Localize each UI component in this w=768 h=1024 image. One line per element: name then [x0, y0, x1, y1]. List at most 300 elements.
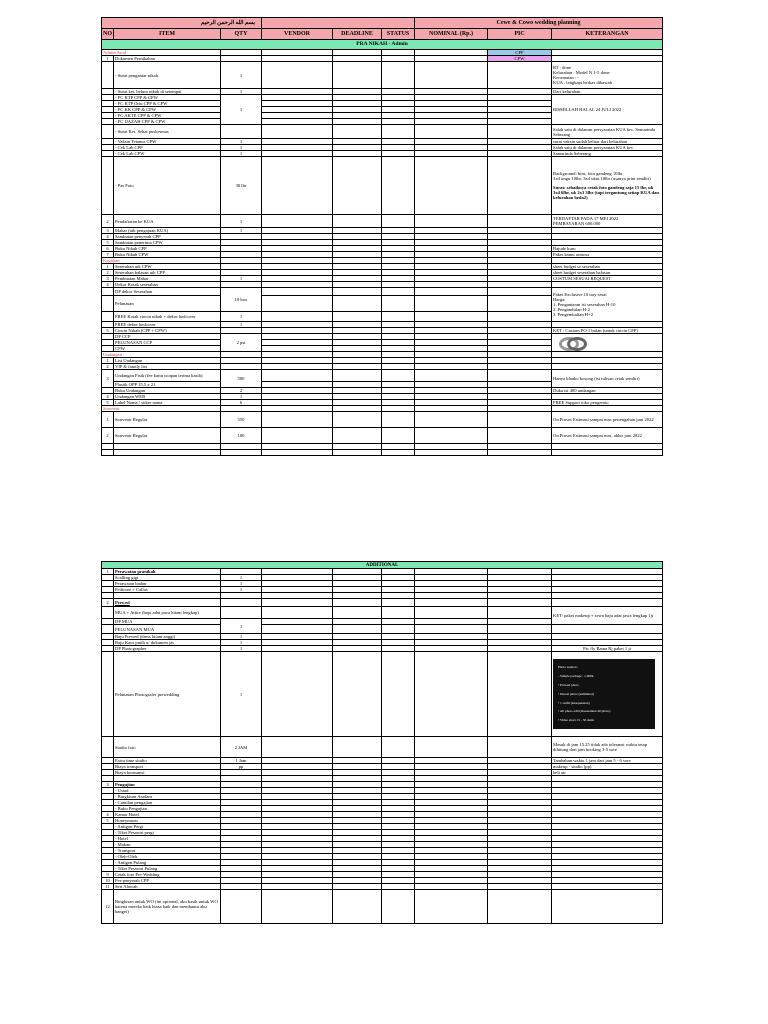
empty-cell[interactable]: [382, 288, 415, 296]
empty-cell[interactable]: [102, 652, 114, 737]
pic-badge: CPP: [488, 50, 552, 56]
empty-cell[interactable]: [415, 428, 488, 444]
table-cell[interactable]: surat vaksin sudah keluar dari kelurahan: [552, 139, 663, 145]
empty-cell[interactable]: [488, 296, 552, 312]
table-cell[interactable]: 6: [221, 400, 262, 406]
table-cell[interactable]: - FC AKTE CPP & CPW: [114, 113, 221, 119]
table-cell[interactable]: 1: [221, 619, 262, 634]
table-row[interactable]: [102, 607, 663, 619]
table-cell[interactable]: Seserahan utk CPW: [114, 264, 221, 270]
table-cell[interactable]: - FC KTP CPP & CPW: [114, 95, 221, 101]
table-cell[interactable]: - Buku Pengajian: [114, 806, 221, 812]
empty-cell[interactable]: [262, 412, 333, 428]
empty-cell[interactable]: [102, 312, 114, 322]
table-cell[interactable]: Perawatan pranikah: [114, 569, 221, 575]
table-cell[interactable]: - Surat ket. belum nikah di setempat: [114, 89, 221, 95]
table-cell[interactable]: 1 Jam: [221, 758, 262, 764]
table-cell[interactable]: On Proses Estimasi sampai mas pertengahan juni 2022: [552, 412, 663, 428]
empty-cell[interactable]: [415, 412, 488, 428]
table-cell[interactable]: Biaya transport: [114, 764, 221, 770]
table-cell[interactable]: - Ustad: [114, 788, 221, 794]
table-cell[interactable]: - Antigon Pergi: [114, 824, 221, 830]
section-header: [102, 40, 663, 50]
empty-cell[interactable]: [262, 370, 333, 382]
table-cell[interactable]: Paket Exclusive 10 tray sesai Harga: 1. Pengantaran isi seserahan H-10 2. Pengambilan H-2 3. Pengembalian H+2: [552, 288, 663, 322]
empty-cell[interactable]: [262, 607, 333, 619]
empty-cell[interactable]: [333, 428, 382, 444]
empty-cell[interactable]: [552, 890, 663, 924]
empty-cell[interactable]: [333, 450, 382, 456]
empty-cell[interactable]: [102, 625, 114, 634]
empty-cell[interactable]: [333, 737, 382, 758]
table-cell[interactable]: 5: [102, 400, 114, 406]
empty-cell[interactable]: [382, 599, 415, 607]
empty-cell[interactable]: [382, 890, 415, 924]
table-row[interactable]: [102, 599, 663, 607]
empty-cell[interactable]: [262, 450, 333, 456]
table-row[interactable]: [102, 125, 663, 139]
table-cell[interactable]: 7: [102, 252, 114, 258]
table-row[interactable]: [102, 370, 663, 382]
table-cell[interactable]: - Vaksin Tetanus CPW: [114, 139, 221, 145]
table-cell[interactable]: Sambutan penerima CPW: [114, 240, 221, 246]
empty-cell[interactable]: [415, 599, 488, 607]
table-cell[interactable]: Salah satu di dalamm persyaratan KUA kec. Semarinda Seberang: [552, 125, 663, 139]
table-cell[interactable]: Baju Kaos putih u/ dokumen jas: [114, 640, 221, 646]
table-cell[interactable]: KET : Custom PO 1 bulan (untuk cincin CPP): [552, 328, 663, 334]
table-cell[interactable]: Biaya konsumsi: [114, 770, 221, 776]
empty-cell[interactable]: [488, 125, 552, 139]
empty-cell[interactable]: [333, 296, 382, 312]
table-cell[interactable]: pp: [221, 764, 262, 770]
empty-cell[interactable]: [333, 157, 382, 215]
table-cell[interactable]: Seri Alawah: [114, 884, 221, 890]
table-cell[interactable]: 1: [102, 569, 114, 575]
table-cell[interactable]: - Cek Lab CPW: [114, 151, 221, 157]
table-cell[interactable]: 550: [221, 412, 262, 428]
table-cell[interactable]: - Cek Lab CPP: [114, 145, 221, 151]
table-cell[interactable]: 1: [221, 322, 262, 328]
table-cell[interactable]: Cincin Nikah (CPP + CPW): [114, 328, 221, 334]
table-cell[interactable]: - Antigen Pulang: [114, 860, 221, 866]
empty-cell[interactable]: [382, 157, 415, 215]
table-cell[interactable]: - Pas Foto: [114, 157, 221, 215]
empty-cell[interactable]: [382, 296, 415, 312]
table-cell[interactable]: RT : done Kelurahan : Model N 1-5 done Kecamatan : - KUA : lengkapi berkas dibawah: [552, 62, 663, 89]
empty-cell[interactable]: [382, 370, 415, 382]
empty-cell[interactable]: [262, 312, 333, 322]
table-cell[interactable]: Pengajian: [114, 782, 221, 788]
table-cell[interactable]: Label Nama / stiker nama: [114, 400, 221, 406]
table-cell[interactable]: KET: paket makeup + sewa baju adat jawa lengkap 1jt: [552, 607, 663, 625]
table-cell[interactable]: Kamar Hotel: [114, 812, 221, 818]
table-cell[interactable]: On Proses Estimasi sampai mas. akhir juni 2022: [552, 428, 663, 444]
table-cell[interactable]: Paket kamu sentosa: [552, 252, 663, 258]
table-cell[interactable]: 1: [221, 652, 262, 737]
table-cell[interactable]: Fee penyerah CPP: [114, 878, 221, 884]
table-cell[interactable]: 1: [221, 228, 262, 234]
table-cell[interactable]: Pelunasan Photografer prewedding: [114, 652, 221, 737]
bismillah: بسم الله الرحمن الرحيم: [102, 18, 262, 29]
table-cell[interactable]: 1: [221, 89, 262, 95]
table-cell[interactable]: Duka isi 400 undangan: [552, 388, 663, 394]
empty-cell[interactable]: [382, 625, 415, 634]
empty-cell[interactable]: [102, 125, 114, 139]
empty-cell[interactable]: [488, 607, 552, 619]
empty-cell[interactable]: [488, 157, 552, 215]
table-cell[interactable]: Masuk di jam 15.25 tidak ada toleransi waktu tetap dihitung dari jam booking 3-5 sore: [552, 737, 663, 758]
table-cell[interactable]: FREE Support toko pengerato: [552, 400, 663, 406]
table-row[interactable]: [102, 428, 663, 444]
table-cell[interactable]: Pelunasan: [114, 296, 221, 312]
table-cell[interactable]: Buku Nikah CPP: [114, 246, 221, 252]
table-cell[interactable]: Plastik OPP 15,5 x 21: [114, 382, 221, 388]
table-cell[interactable]: Seserahan balasan utk CPP: [114, 270, 221, 276]
table-cell[interactable]: - Makan: [114, 842, 221, 848]
table-cell[interactable]: sheet budget seserahan balasan: [552, 270, 663, 276]
empty-cell[interactable]: [333, 599, 382, 607]
empty-cell[interactable]: [382, 215, 415, 228]
empty-cell[interactable]: [415, 215, 488, 228]
table-cell[interactable]: 2 psi: [221, 334, 262, 352]
empty-cell[interactable]: [262, 296, 333, 312]
additional-sheet: [101, 561, 662, 924]
empty-cell[interactable]: [415, 890, 488, 924]
table-cell[interactable]: DP dekor Seserahan: [114, 288, 221, 296]
ring-photo-cell: [552, 334, 663, 352]
table-cell[interactable]: Dari kelurahan: [552, 89, 663, 95]
empty-cell[interactable]: [262, 625, 333, 634]
empty-cell[interactable]: [415, 737, 488, 758]
table-cell[interactable]: Mahar (utk pengajuan KUA): [114, 228, 221, 234]
table-cell[interactable]: 1: [221, 151, 262, 157]
empty-cell[interactable]: [382, 125, 415, 139]
table-cell[interactable]: MUA + Attire (baju adat jawa hitam lengkap): [114, 607, 221, 619]
table-row[interactable]: [102, 652, 663, 737]
table-cell[interactable]: 9: [102, 872, 114, 878]
table-cell[interactable]: Pembuatan Mahar: [114, 276, 221, 282]
empty-cell[interactable]: [262, 157, 333, 215]
empty-cell[interactable]: [415, 450, 488, 456]
table-cell[interactable]: 30 lbr: [221, 157, 262, 215]
empty-cell[interactable]: [114, 450, 221, 456]
table-cell[interactable]: - Surat pengantar nikah: [114, 62, 221, 89]
empty-cell[interactable]: [102, 296, 114, 312]
table-cell[interactable]: Souvenir Regular: [114, 412, 221, 428]
empty-cell[interactable]: [488, 215, 552, 228]
table-cell[interactable]: Salah satu di dalamm persyaratan KUA kec.: [552, 145, 663, 151]
empty-cell[interactable]: [382, 450, 415, 456]
empty-cell[interactable]: [415, 625, 488, 634]
table-cell[interactable]: 3: [102, 370, 114, 388]
table-cell[interactable]: 2 JAM: [221, 737, 262, 758]
table-cell[interactable]: 1: [221, 581, 262, 587]
table-cell[interactable]: Studio foto: [114, 737, 221, 758]
table-cell[interactable]: 1: [221, 62, 262, 89]
empty-cell[interactable]: [262, 890, 333, 924]
table-cell[interactable]: 10: [102, 878, 114, 884]
table-cell[interactable]: 1: [221, 95, 262, 125]
col-vendor: VENDOR: [262, 29, 333, 40]
table-cell[interactable]: 1: [221, 575, 262, 581]
empty-cell[interactable]: [488, 890, 552, 924]
table-cell[interactable]: BISMILLAH HALAL 24 JULI 2022: [552, 95, 663, 125]
table-cell[interactable]: 1: [102, 56, 114, 62]
empty-cell[interactable]: [333, 607, 382, 619]
table-row[interactable]: [102, 62, 663, 89]
empty-cell[interactable]: [382, 737, 415, 758]
category-label: Undangan: [102, 352, 221, 358]
additional-table: [101, 561, 663, 924]
table-cell[interactable]: Bingkisan untuk WO (ini optional, aku kasih untuk WO karena mereka baik biasa baik dan membantu aku banget): [114, 890, 221, 924]
table-row[interactable]: [102, 412, 663, 428]
empty-cell[interactable]: Background: biru, foto gandeng 10lbr 3x4 ungu 10lbr, 3x4 ukiu 10lbr (usanya print sendiri) Surat: sebaiknya cetak foto gandeng saja 15 lbr, uk 3x4 6lbr, uk 2x3 3lbr (tapi tergantung setiap KUA dan kelurahan beda2): [552, 157, 663, 215]
table-cell[interactable]: 2: [221, 388, 262, 394]
empty-cell[interactable]: [488, 652, 552, 737]
table-cell[interactable]: Tambahan waktu 1 jam dari jam 5 - 6 sore: [552, 758, 663, 764]
table-cell[interactable]: 4: [102, 812, 114, 818]
table-cell[interactable]: 4: [102, 394, 114, 400]
table-cell[interactable]: 2: [102, 270, 114, 276]
table-cell[interactable]: Buku Nikah CPW: [114, 252, 221, 258]
empty-cell[interactable]: [382, 652, 415, 737]
empty-cell[interactable]: [552, 599, 663, 607]
table-cell[interactable]: 5: [102, 240, 114, 246]
table-row[interactable]: [102, 450, 663, 456]
empty-cell[interactable]: [415, 652, 488, 737]
table-cell[interactable]: 4: [102, 234, 114, 240]
table-row[interactable]: [102, 737, 663, 758]
table-row[interactable]: [102, 288, 663, 296]
table-cell[interactable]: 1: [221, 276, 262, 282]
empty-cell[interactable]: [262, 288, 333, 296]
table-cell[interactable]: CPW: [114, 346, 221, 352]
table-cell[interactable]: sheet budget ut seserahan: [552, 264, 663, 270]
table-cell[interactable]: 5: [102, 328, 114, 334]
table-cell[interactable]: - Hotel: [114, 836, 221, 842]
empty-cell[interactable]: [221, 890, 262, 924]
table-cell[interactable]: 12: [102, 890, 114, 924]
table-row[interactable]: [102, 890, 663, 924]
empty-cell[interactable]: [221, 599, 262, 607]
empty-cell[interactable]: [382, 312, 415, 322]
table-cell[interactable]: 1: [221, 587, 262, 593]
table-cell[interactable]: DP MUA: [114, 619, 221, 625]
col-no: NO: [102, 29, 114, 40]
empty-cell[interactable]: [262, 18, 415, 29]
empty-cell[interactable]: [333, 412, 382, 428]
table-cell[interactable]: Pic fly Ratna Rj paket 1 jt: [552, 646, 663, 652]
table-cell[interactable]: Buku Undangan: [114, 388, 221, 394]
wedding-ring-image: [553, 335, 587, 349]
empty-cell[interactable]: [415, 125, 488, 139]
empty-cell[interactable]: [333, 125, 382, 139]
empty-cell[interactable]: [102, 737, 114, 758]
empty-cell[interactable]: [488, 288, 552, 296]
table-cell[interactable]: Cetak foto Pre-Wedding: [114, 872, 221, 878]
empty-cell[interactable]: [488, 428, 552, 444]
empty-cell[interactable]: [262, 125, 333, 139]
empty-cell[interactable]: [333, 652, 382, 737]
table-cell[interactable]: makeup - studio (pp): [552, 764, 663, 770]
empty-cell[interactable]: [262, 652, 333, 737]
table-cell[interactable]: List Undangan: [114, 358, 221, 364]
table-cell[interactable]: - Camilan pengajian: [114, 800, 221, 806]
table-cell[interactable]: 2: [102, 428, 114, 444]
empty-cell[interactable]: [382, 428, 415, 444]
table-cell[interactable]: PELUNASAN MUA: [114, 625, 221, 634]
table-cell[interactable]: Samarinda Seberang: [552, 151, 663, 157]
empty-cell[interactable]: [415, 370, 488, 382]
table-cell[interactable]: 3: [102, 276, 114, 282]
empty-cell[interactable]: [102, 157, 114, 215]
table-cell[interactable]: Sambutan penyerah CPP: [114, 234, 221, 240]
empty-cell[interactable]: [488, 625, 552, 634]
empty-cell[interactable]: [488, 370, 552, 382]
table-cell[interactable]: Baju Prewed (dress hitam anggi): [114, 634, 221, 640]
empty-cell[interactable]: [262, 62, 333, 89]
empty-cell[interactable]: [552, 450, 663, 456]
table-cell[interactable]: DP CCP: [114, 334, 221, 340]
empty-cell[interactable]: [488, 599, 552, 607]
table-cell[interactable]: Undangan WEB: [114, 394, 221, 400]
table-cell[interactable]: FREE dekor bedcover: [114, 322, 221, 328]
empty-cell[interactable]: [488, 737, 552, 758]
empty-cell[interactable]: [488, 312, 552, 322]
table-cell[interactable]: Honeymoon: [114, 818, 221, 824]
table-cell[interactable]: 6: [102, 246, 114, 252]
table-cell[interactable]: Dekor Kotak seserahan: [114, 282, 221, 288]
table-cell[interactable]: - Surat Ket. Sehat puskesmas: [114, 125, 221, 139]
table-cell[interactable]: Pedicure + Callus: [114, 587, 221, 593]
table-cell[interactable]: beli air: [552, 770, 663, 776]
table-cell[interactable]: Bajude kuru: [552, 246, 663, 252]
empty-cell[interactable]: [382, 62, 415, 89]
table-cell[interactable]: 5: [102, 818, 114, 824]
table-cell[interactable]: 1: [221, 215, 262, 228]
col-item: ITEM: [114, 29, 221, 40]
table-cell[interactable]: Perawatan badan: [114, 581, 221, 587]
table-row[interactable]: [102, 157, 663, 215]
table-cell[interactable]: 2: [102, 215, 114, 228]
empty-cell[interactable]: [333, 370, 382, 382]
empty-cell[interactable]: [415, 312, 488, 322]
table-cell[interactable]: 10 box: [221, 288, 262, 312]
table-cell[interactable]: VIP & family list: [114, 364, 221, 370]
table-cell[interactable]: Scalling gigi: [114, 575, 221, 581]
table-cell[interactable]: - Oleh-Oleh: [114, 854, 221, 860]
table-cell[interactable]: Souvenir Regular: [114, 428, 221, 444]
table-cell[interactable]: Dokumen Pernikahan: [114, 56, 221, 62]
empty-cell[interactable]: [382, 607, 415, 619]
table-cell[interactable]: Extra time studio: [114, 758, 221, 764]
table-cell[interactable]: FREE Kotak cincin nikah + dekor bedcover: [114, 312, 221, 322]
table-cell[interactable]: - Bingkisan Aradam: [114, 794, 221, 800]
title-row: [102, 18, 663, 29]
section-title: PRA NIKAH - Admin: [102, 40, 663, 50]
table-cell[interactable]: PELUNASAN CCP: [114, 340, 221, 346]
table-cell[interactable]: 1: [221, 145, 262, 151]
table-cell[interactable]: - Transport: [114, 848, 221, 854]
table-cell[interactable]: COSTUM SESUAI REQUEST: [552, 276, 663, 282]
table-cell[interactable]: 11: [102, 884, 114, 890]
table-cell[interactable]: 3: [102, 782, 114, 788]
empty-cell[interactable]: [415, 607, 488, 619]
empty-cell[interactable]: [102, 450, 114, 456]
empty-cell[interactable]: [262, 599, 333, 607]
empty-cell[interactable]: [221, 607, 262, 619]
table-cell[interactable]: Prewed: [114, 599, 221, 607]
table-cell[interactable]: 1: [221, 394, 262, 400]
empty-cell[interactable]: [221, 450, 262, 456]
empty-cell[interactable]: [333, 288, 382, 296]
empty-cell[interactable]: [333, 215, 382, 228]
empty-cell[interactable]: [488, 450, 552, 456]
empty-cell[interactable]: [262, 428, 333, 444]
empty-cell[interactable]: [488, 62, 552, 89]
table-cell[interactable]: 1: [102, 264, 114, 270]
empty-cell[interactable]: [221, 125, 262, 139]
empty-cell[interactable]: [415, 157, 488, 215]
empty-cell[interactable]: [488, 412, 552, 428]
section-title: ADDITIONAL: [102, 562, 663, 569]
col-nominal: NOMINAL (Rp.): [415, 29, 488, 40]
table-cell[interactable]: - Tiket Pesawat Pulang: [114, 866, 221, 872]
table-cell[interactable]: Undangan Fisik (fee kartu ucapan terima kasih): [114, 370, 221, 382]
table-cell[interactable]: DP Photographer: [114, 646, 221, 652]
table-cell[interactable]: 3: [102, 228, 114, 234]
table-cell[interactable]: 1: [221, 634, 262, 640]
table-row[interactable]: [102, 625, 663, 634]
table-cell[interactable]: Hanya blanko kosong (isi tulisan cetak sendiri): [552, 370, 663, 388]
empty-cell[interactable]: [415, 62, 488, 89]
table-cell[interactable]: - Tiket Pesawat pergi: [114, 830, 221, 836]
empty-cell[interactable]: [102, 288, 114, 296]
empty-cell[interactable]: [333, 62, 382, 89]
empty-cell[interactable]: [382, 412, 415, 428]
table-cell[interactable]: 2: [102, 599, 114, 607]
table-cell[interactable]: 2: [102, 364, 114, 370]
table-cell[interactable]: - FC IJAZAH CPP & CPW: [114, 119, 221, 125]
empty-cell[interactable]: [415, 296, 488, 312]
table-cell[interactable]: - FC KK CPP & CPW: [114, 107, 221, 113]
table-cell[interactable]: 1: [221, 139, 262, 145]
empty-cell[interactable]: [262, 215, 333, 228]
empty-cell[interactable]: [333, 312, 382, 322]
table-cell[interactable]: TERDAFTAR PADA 17 MEI 2022 PEMBAYARAN 600.000: [552, 215, 663, 228]
table-cell[interactable]: 1: [221, 640, 262, 646]
empty-cell[interactable]: [415, 288, 488, 296]
table-cell[interactable]: 1: [221, 646, 262, 652]
empty-cell[interactable]: [262, 737, 333, 758]
empty-cell[interactable]: [102, 62, 114, 89]
table-cell[interactable]: 100: [221, 428, 262, 444]
empty-cell[interactable]: [552, 625, 663, 634]
col-pic: PIC: [488, 29, 552, 40]
empty-cell[interactable]: [333, 625, 382, 634]
empty-cell[interactable]: [102, 607, 114, 619]
table-cell[interactable]: 500: [221, 370, 262, 388]
column-header-row: [102, 29, 663, 40]
empty-cell[interactable]: [333, 890, 382, 924]
table-cell[interactable]: 4: [102, 282, 114, 288]
table-cell[interactable]: 1: [102, 412, 114, 428]
table-row[interactable]: [102, 215, 663, 228]
table-cell[interactable]: - FC KTP Ortu CPP & CPW: [114, 101, 221, 107]
table-cell[interactable]: Pendaftaran ke KUA: [114, 215, 221, 228]
table-cell[interactable]: 1: [102, 358, 114, 364]
table-cell[interactable]: 1: [221, 312, 262, 322]
